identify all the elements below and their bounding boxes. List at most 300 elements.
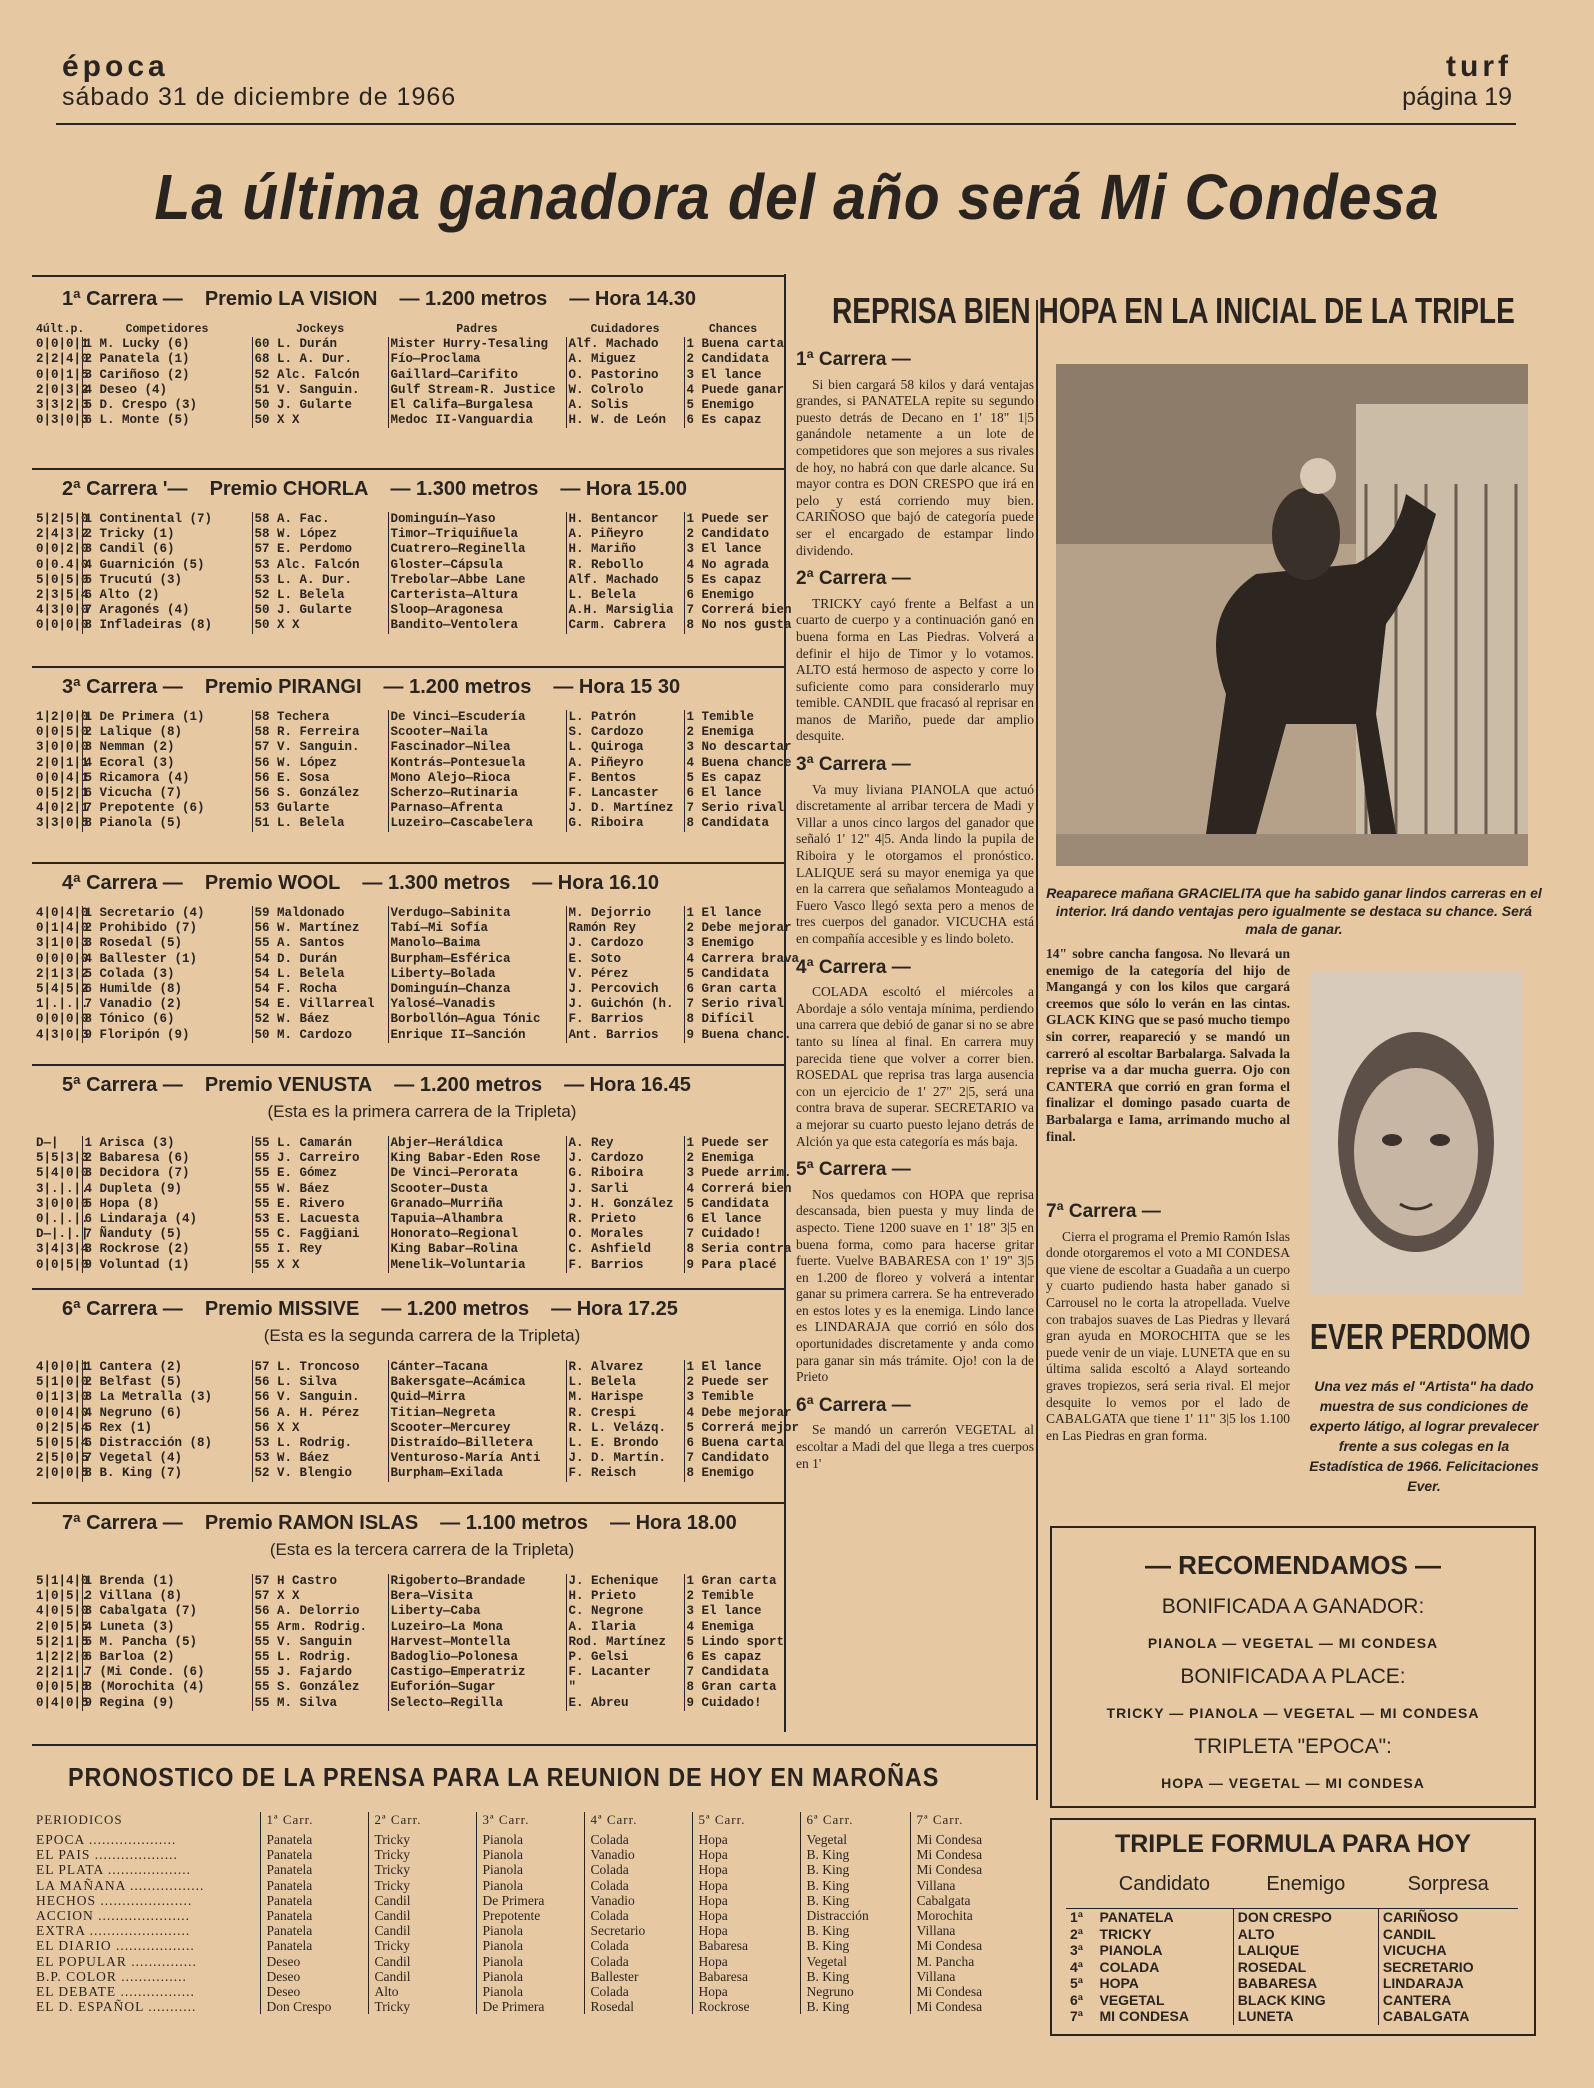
runner-cell: Burpham—Esférica: [388, 952, 566, 967]
runner-cell: 2|1|3|2: [36, 966, 89, 981]
runner-cell: 2 Candidata: [684, 352, 782, 367]
runner-row: [34, 1390, 782, 1405]
race-separator: [32, 1064, 786, 1066]
runner-cell: Carterista—Altura: [388, 588, 566, 603]
runner-cell: 55 M. Silva: [252, 1696, 388, 1711]
runner-cell: Cánter—Tacana: [388, 1360, 566, 1375]
forecast-cell: Tricky: [368, 1832, 476, 1847]
forecast-cell: Hopa: [692, 1984, 800, 1999]
forecast-header: 3ª Carr.: [476, 1812, 584, 1832]
forecast-cell: Mi Condesa: [910, 1832, 1020, 1847]
runner-cell: Euforión—Sugar: [388, 1680, 566, 1695]
runner-cell: 0|0|1|5: [36, 367, 89, 382]
runner-cell: 1 Buena carta: [684, 337, 782, 352]
runner-cell: 58 R. Ferreira: [252, 725, 388, 740]
runner-cell: 56 L. Silva: [252, 1375, 388, 1390]
runner-cell: 4 Correrá bien: [684, 1182, 782, 1197]
race-title: [62, 288, 782, 311]
runner-row: [34, 756, 782, 771]
forecast-header: 1ª Carr.: [260, 1812, 368, 1832]
forecast-cell: Vanadio: [584, 1847, 692, 1862]
triple-cell: 5ª: [1070, 1975, 1083, 1991]
runner-cell: 0|0|0|1: [36, 337, 89, 352]
runner-cell: Bera—Visita: [388, 1589, 566, 1604]
triple-header: Sorpresa: [1378, 1872, 1518, 1909]
runner-cell: 4|0|0|1: [36, 1360, 89, 1374]
race-title: [62, 478, 782, 501]
forecast-cell: Mi Condesa: [910, 1938, 1020, 1953]
runner-cell: 5 Es capaz: [684, 573, 782, 588]
forecast-cell: EL DIARIO ..................: [36, 1938, 195, 1954]
runner-cell: 51 L. Belela: [252, 816, 388, 831]
runner-cell: 2|0|3|2: [36, 382, 89, 397]
triple-cell: 2ª: [1070, 1925, 1083, 1942]
runner-cell: 5 Es capaz: [684, 771, 782, 786]
forecast-cell: Mi Condesa: [910, 1984, 1020, 1999]
race-title-part: — 1.300 metros: [362, 872, 511, 894]
right-column-top: [1046, 946, 1290, 1145]
runner-cell: Burpham—Exilada: [388, 1466, 566, 1481]
runner-cell: Harvest—Montella: [388, 1635, 566, 1650]
forecast-row: [30, 1984, 1020, 1999]
runner-cell: King Babar-Eden Rose: [388, 1151, 566, 1166]
forecast-cell: Pianola: [476, 1954, 584, 1969]
runner-cell: 54 E. Villarreal: [252, 997, 388, 1012]
runner-cell: 4 Guarnición (5): [84, 557, 205, 572]
forecast-cell: Hopa: [692, 1908, 800, 1923]
runner-cell: H. Mariño: [566, 542, 684, 557]
runner-cell: J. Percovich: [566, 982, 684, 997]
forecast-row: [30, 1862, 1020, 1877]
masthead-right: [1402, 52, 1512, 112]
runner-cell: C. Ashfield: [566, 1242, 684, 1257]
runner-cell: 6 Barloa (2): [84, 1650, 175, 1665]
runner-cell: 3 El lance: [684, 542, 782, 557]
forecast-cell: B. King: [800, 1999, 910, 2014]
race-title-part: Premio RAMON ISLAS: [204, 1512, 419, 1534]
runner-row: [34, 383, 782, 398]
triple-cell: PIANOLA: [1099, 1942, 1163, 1958]
triple-cell: SECRETARIO: [1378, 1959, 1518, 1976]
race-title-part: Premio PIRANGI: [204, 676, 362, 698]
race-title-part: — Hora 15 30: [553, 676, 681, 698]
runner-cell: 7 Vanadio (2): [84, 997, 183, 1012]
race-title: [62, 1074, 782, 1097]
forecast-cell: Panatela: [260, 1893, 368, 1908]
forecast-cell: Rockrose: [692, 1999, 800, 2014]
runner-cell: 9 Floripón (9): [84, 1027, 190, 1042]
runner-cell: Alf. Machado: [566, 337, 684, 352]
win-bonus-picks: PIANOLA — VEGETAL — MI CONDESA: [1147, 1635, 1439, 1651]
runner-cell: 1 El lance: [684, 906, 782, 921]
runner-cell: 57 X X: [252, 1589, 388, 1604]
middle-column: [796, 340, 1034, 1472]
race-separator: [32, 1502, 786, 1504]
runner-cell: 3|3|2|3: [36, 398, 89, 413]
forecast-cell: Villana: [910, 1878, 1020, 1893]
runner-cell: G. Riboira: [566, 816, 684, 831]
runner-cell: Mister Hurry-Tesaling: [388, 337, 566, 352]
runner-cell: De Vinci—Perorata: [388, 1166, 566, 1181]
runner-cell: Liberty—Caba: [388, 1604, 566, 1619]
column-header: 4últ.p.: [36, 323, 85, 336]
race-title-part: — 1.300 metros: [390, 478, 539, 500]
triple-cell: 1ª: [1070, 1909, 1083, 1925]
triple-cell: 3ª: [1070, 1942, 1083, 1958]
forecast-row: [30, 1954, 1020, 1969]
runner-cell: 51 V. Sanguin.: [252, 383, 388, 398]
forecast-cell: Panatela: [260, 1832, 368, 1847]
page-number: página 19: [1402, 83, 1512, 111]
triple-row: [1066, 1926, 1518, 1943]
forecast-header: PERIODICOS: [36, 1812, 123, 1827]
triple-cell: BLACK KING: [1233, 1992, 1378, 2009]
forecast-cell: Mi Condesa: [910, 1999, 1020, 2014]
runner-cell: Yalosé—Vanadis: [388, 997, 566, 1012]
runner-cell: 50 J. Gularte: [252, 398, 388, 413]
runner-cell: 1 Puede ser: [684, 512, 782, 527]
runner-cell: 1 Cantera (2): [84, 1360, 183, 1374]
runner-row: [34, 618, 782, 633]
race-subtitle: (Esta es la primera carrera de la Tripleta): [267, 1102, 577, 1121]
runner-cell: A. Rey: [566, 1136, 684, 1151]
runner-cell: Fascinador—Nilea: [388, 740, 566, 755]
runner-cell: 6 Humilde (8): [84, 982, 183, 997]
runner-cell: R. Alvarez: [566, 1360, 684, 1375]
runner-row: [34, 1635, 782, 1650]
runner-cell: 2 Enemiga: [684, 725, 782, 740]
race-title-part: — Hora 18.00: [610, 1512, 737, 1534]
horse-photo-caption: Reaparece mañana GRACIELITA que ha sabido ganar lindos carreras en el interior. Irá dando ventajas pero igualmente se destaca su chance. Será mala de ganar.: [1046, 885, 1542, 937]
forecast-row: [30, 1908, 1020, 1923]
runner-cell: 7 Correrá bien: [684, 603, 782, 618]
runner-cell: 58 Techera: [252, 710, 388, 725]
runner-cell: Ramón Rey: [566, 921, 684, 936]
race-separator: [32, 862, 786, 864]
runner-cell: 8 Difícil: [684, 1012, 782, 1027]
forecast-cell: Hopa: [692, 1923, 800, 1938]
runner-cell: H. Prieto: [566, 1589, 684, 1604]
runner-cell: Gloster—Cápsula: [388, 558, 566, 573]
forecast-cell: Panatela: [260, 1847, 368, 1862]
runner-cell: 2 Tricky (1): [84, 527, 175, 542]
runner-cell: Tabí—Mi Sofía: [388, 921, 566, 936]
runner-row: [34, 558, 782, 573]
runner-cell: 60 L. Durán: [252, 337, 388, 352]
race-title-part: — Hora 16.45: [564, 1074, 691, 1096]
forecast-cell: EL POPULAR ...............: [36, 1953, 197, 1969]
runner-cell: 2|0|1|1: [36, 755, 89, 770]
runner-cell: 3 Candil (6): [84, 542, 175, 557]
runner-cell: 2 Prohibido (7): [84, 921, 198, 936]
forecast-cell: Panatela: [260, 1878, 368, 1893]
runner-cell: 8 Seria contra: [684, 1242, 782, 1257]
runner-row: [34, 1451, 782, 1466]
runner-cell: H. Bentancor: [566, 512, 684, 527]
runner-row: [34, 1665, 782, 1680]
runner-row: [34, 1197, 782, 1212]
middle-headline: REPRISA BIEN HOPA EN LA INICIAL DE LA TRIPLE: [832, 290, 1515, 331]
forecast-cell: Colada: [584, 1908, 692, 1923]
runner-cell: 5|2|5|0: [36, 512, 89, 526]
runner-row: [34, 398, 782, 413]
runner-cell: Titian—Negreta: [388, 1406, 566, 1421]
runner-cell: Bakersgate—Acámica: [388, 1375, 566, 1390]
runner-cell: 0|0|0|0: [36, 618, 89, 633]
runner-row: [34, 997, 782, 1012]
runner-cell: Carm. Cabrera: [566, 618, 684, 633]
runner-row: [34, 1650, 782, 1665]
runner-cell: Tapuia—Alhambra: [388, 1212, 566, 1227]
runner-cell: 55 S. González: [252, 1680, 388, 1695]
forecast-cell: Villana: [910, 1969, 1020, 1984]
runner-cell: 5 Rex (1): [84, 1420, 153, 1435]
runner-cell: Trebolar—Abbe Lane: [388, 573, 566, 588]
runner-cell: 5 Trucutú (3): [84, 572, 183, 587]
forecast-cell: M. Pancha: [910, 1954, 1020, 1969]
runner-cell: 4 Puede ganar: [684, 383, 782, 398]
runner-cell: Alf. Machado: [566, 573, 684, 588]
race-table: [34, 906, 800, 1043]
forecast-cell: Mi Condesa: [910, 1847, 1020, 1862]
runner-cell: A. Solis: [566, 398, 684, 413]
runner-cell: 3|1|0|3: [36, 936, 89, 951]
forecast-cell: Deseo: [260, 1969, 368, 1984]
forecast-cell: Pianola: [476, 1984, 584, 1999]
runner-cell: Rigoberto—Brandade: [388, 1574, 566, 1589]
runner-row: [34, 921, 782, 936]
runner-cell: Borbollón—Agua Tónic: [388, 1012, 566, 1027]
runner-cell: 0|0|5|0: [36, 1257, 89, 1272]
runner-cell: 3 Decidora (7): [84, 1166, 190, 1181]
race-title-part: — Hora 15.00: [560, 478, 688, 500]
race-title-part: — Hora 14.30: [569, 288, 697, 310]
runner-cell: 55 E. Gómez: [252, 1166, 388, 1181]
race-table: [34, 512, 792, 634]
forecast-cell: Cabalgata: [910, 1893, 1020, 1908]
runner-cell: 56 A. Delorrio: [252, 1604, 388, 1619]
forecast-cell: EL D. ESPAÑOL ...........: [36, 1999, 197, 2015]
runner-cell: 0|0.4|0: [36, 557, 89, 572]
runner-cell: 56 S. González: [252, 786, 388, 801]
forecast-header-row: [30, 1812, 1020, 1832]
forecast-cell: EL PLATA ...................: [36, 1862, 192, 1878]
runner-cell: Medoc II-Vanguardia: [388, 413, 566, 428]
runner-cell: 7 Ñanduty (5): [84, 1227, 183, 1242]
runner-cell: Badoglio—Polonesa: [388, 1650, 566, 1665]
paper-name: época: [62, 50, 169, 83]
race7-heading: 7ª Carrera —: [1046, 1201, 1161, 1222]
runner-cell: 50 X X: [252, 618, 388, 633]
forecast-cell: Vegetal: [800, 1832, 910, 1847]
race-comment-heading: 1ª Carrera —: [796, 349, 911, 370]
runner-cell: Dominguín—Yaso: [388, 512, 566, 527]
runner-cell: 9 Cuidado!: [684, 1696, 782, 1711]
runner-cell: Ant. Barrios: [566, 1028, 684, 1043]
triple-cell: VICUCHA: [1378, 1942, 1518, 1959]
forecast-cell: Pianola: [476, 1847, 584, 1862]
runner-cell: A. Miguez: [566, 352, 684, 367]
runner-cell: 0|4|0|5: [36, 1695, 89, 1710]
runner-row: [34, 1028, 782, 1043]
runner-cell: 8 Tónico (6): [84, 1012, 175, 1027]
forecast-cell: De Primera: [476, 1893, 584, 1908]
runner-cell: D—|: [34, 1136, 82, 1151]
runner-cell: 52 Alc. Falcón: [252, 368, 388, 383]
runner-cell: 7 Serio rival: [684, 997, 782, 1012]
forecast-cell: Colada: [584, 1938, 692, 1953]
runner-cell: 3 Temible: [684, 1390, 782, 1405]
runner-cell: 2 Belfast (5): [84, 1375, 183, 1390]
race-title-part: 2ª Carrera '—: [62, 478, 188, 500]
runner-cell: 5|2|1|5: [36, 1634, 89, 1649]
triple-row: [1066, 1959, 1518, 1976]
runner-cell: D—|.|.|: [36, 1227, 89, 1242]
runner-cell: 1|.|.|.: [36, 997, 89, 1012]
runner-cell: 1 El lance: [684, 1360, 782, 1375]
race-title-part: — 1.200 metros: [399, 288, 548, 310]
runner-cell: 3 El lance: [684, 1604, 782, 1619]
runner-cell: 6 El lance: [684, 1212, 782, 1227]
runner-row: [34, 1604, 782, 1619]
runner-cell: 2 Temible: [684, 1589, 782, 1604]
runner-cell: 3 Cabalgata (7): [84, 1604, 198, 1619]
forecast-cell: B. King: [800, 1847, 910, 1862]
runner-row: [34, 1242, 782, 1257]
runner-cell: 4 Ecoral (3): [84, 755, 175, 770]
runner-cell: 8 B. King (7): [84, 1466, 183, 1481]
triple-cell: COLADA: [1099, 1958, 1160, 1975]
column-header: Cuidadores: [590, 323, 660, 336]
runner-cell: 4 Enemiga: [684, 1620, 782, 1635]
runner-cell: 3 Enemigo: [684, 936, 782, 951]
runner-cell: 7 (Mi Conde. (6): [84, 1665, 205, 1680]
column-header: Competidores: [125, 323, 209, 336]
runner-cell: 0|0|4|1: [36, 770, 89, 785]
recommendations-box: [1050, 1526, 1536, 1808]
forecast-cell: Hopa: [692, 1954, 800, 1969]
races-top-rule: [32, 275, 786, 277]
runner-cell: 7 Vegetal (4): [84, 1451, 183, 1466]
runner-cell: 5|0|5|4: [36, 1436, 89, 1451]
triple-header-row: [1066, 1872, 1518, 1909]
runner-cell: 6 Alto (2): [84, 588, 160, 603]
race-title-part: — 1.100 metros: [440, 1512, 589, 1534]
triple-cell: 6ª: [1070, 1991, 1083, 2008]
runner-cell: Enrique II—Sanción: [388, 1028, 566, 1043]
runner-cell: 1 Puede ser: [684, 1136, 782, 1151]
runner-cell: O. Morales: [566, 1227, 684, 1242]
runner-cell: 3|0|0|0: [36, 1196, 89, 1211]
runner-cell: 0|.|.|.: [36, 1212, 89, 1227]
forecast-cell: Colada: [584, 1878, 692, 1893]
runner-cell: 2|2|4|0: [36, 352, 89, 367]
runner-cell: 1|2|0|0: [36, 710, 89, 724]
runner-cell: 5 Correrá mejor: [684, 1421, 782, 1436]
runner-cell: L. Quiroga: [566, 740, 684, 755]
forecast-cell: Candil: [368, 1954, 476, 1969]
runner-cell: Liberty—Bolada: [388, 967, 566, 982]
forecast-cell: Colada: [584, 1862, 692, 1877]
triple-header-blank: [1066, 1872, 1095, 1909]
runner-cell: 53 W. Báez: [252, 1451, 388, 1466]
runner-cell: 1|0|5|.: [36, 1589, 89, 1604]
runner-cell: 55 X X: [252, 1258, 388, 1273]
runner-cell: Scooter—Naila: [388, 725, 566, 740]
forecast-cell: Deseo: [260, 1984, 368, 1999]
runner-cell: 3 Nemman (2): [84, 740, 175, 755]
runner-cell: F. Barrios: [566, 1012, 684, 1027]
forecast-cell: Colada: [584, 1832, 692, 1847]
runner-cell: Luzeiro—La Mona: [388, 1620, 566, 1635]
runner-cell: 4|0|2|1: [36, 801, 89, 816]
race-subtitle: (Esta es la segunda carrera de la Tripleta): [263, 1326, 581, 1345]
runner-row: [34, 1466, 782, 1481]
runner-cell: 8 Candidata: [684, 816, 782, 831]
forecast-header: 5ª Carr.: [692, 1812, 800, 1832]
runner-cell: 5 M. Pancha (5): [84, 1634, 198, 1649]
triple-cell: 7ª: [1070, 2008, 1083, 2024]
race-table: [34, 322, 785, 428]
runner-cell: G. Riboira: [566, 1166, 684, 1181]
runner-row: [34, 952, 782, 967]
triple-cell: BABARESA: [1233, 1975, 1378, 1992]
runner-cell: 5|4|0|0: [36, 1166, 89, 1181]
forecast-cell: De Primera: [476, 1999, 584, 2014]
runner-cell: 58 A. Fac.: [252, 512, 388, 527]
forecast-cell: EL DEBATE .................: [36, 1984, 195, 2000]
runner-row: [34, 573, 782, 588]
forecast-cell: Candil: [368, 1969, 476, 1984]
masthead-left: [62, 52, 456, 112]
race-title: [62, 676, 782, 699]
runner-cell: J. D. Martínez: [566, 801, 684, 816]
triple-cell: CANDIL: [1378, 1926, 1518, 1943]
win-bonus-label: BONIFICADA A GANADOR:: [1161, 1595, 1425, 1618]
column-header: Chances: [708, 323, 758, 336]
forecast-cell: Pianola: [476, 1923, 584, 1938]
runner-cell: 4|3|0|0: [36, 603, 89, 618]
forecast-row: [30, 1999, 1020, 2014]
forecast-cell: EPOCA ....................: [36, 1832, 177, 1847]
runner-cell: 52 L. Belela: [252, 588, 388, 603]
runner-cell: 57 H Castro: [252, 1574, 388, 1589]
forecast-cell: B. King: [800, 1893, 910, 1908]
triple-cell: CABALGATA: [1378, 2008, 1518, 2025]
forecast-cell: Rosedal: [584, 1999, 692, 2014]
forecast-cell: Deseo: [260, 1954, 368, 1969]
runner-cell: 7 Prepotente (6): [84, 801, 205, 816]
runner-cell: 6 L. Monte (5): [84, 413, 190, 428]
forecast-cell: EL PAIS ...................: [36, 1847, 178, 1863]
runner-cell: Cuatrero—Reginella: [388, 542, 566, 557]
runner-cell: Luzeiro—Cascabelera: [388, 816, 566, 831]
runner-cell: 55 E. Rivero: [252, 1197, 388, 1212]
runner-cell: 7 Aragonés (4): [84, 603, 190, 618]
runner-cell: 50 X X: [252, 413, 388, 428]
race-table: [34, 1136, 792, 1273]
forecast-cell: Hopa: [692, 1893, 800, 1908]
runner-cell: Dominguín—Chanza: [388, 982, 566, 997]
runner-cell: Menelik—Voluntaria: [388, 1258, 566, 1273]
jockey-caption: Una vez más el "Artista" ha dado muestra de sus condiciones de experto látigo, al lograr prevalecer frente a sus colegas en la Estadística de 1966. Felicitaciones Ever.: [1309, 1378, 1539, 1494]
runner-cell: 9 Para placé: [684, 1258, 782, 1273]
runner-cell: 5|4|5|2: [36, 982, 89, 997]
runner-cell: Bandito—Ventolera: [388, 618, 566, 633]
forecast-cell: Panatela: [260, 1862, 368, 1877]
triple-cell: ALTO: [1233, 1926, 1378, 1943]
triple-formula-table: [1066, 1872, 1518, 2025]
